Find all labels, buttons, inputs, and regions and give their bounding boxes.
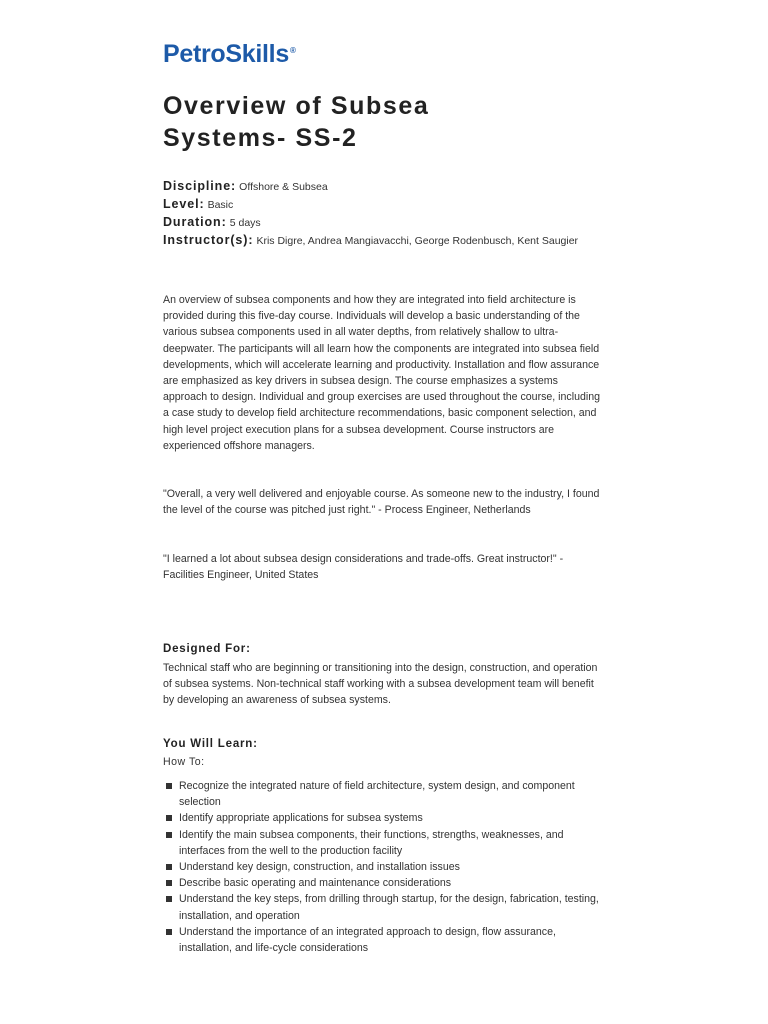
designed-for-text: Technical staff who are beginning or transitioning into the design, construction, and operation of subsea systems. Non-technical staff working with a subsea development team will benefit by developing an awareness of subsea systems. bbox=[163, 662, 598, 707]
level-label: Level: bbox=[163, 197, 205, 211]
discipline-value: Offshore & Subsea bbox=[239, 181, 328, 193]
discipline-label: Discipline: bbox=[163, 179, 237, 193]
petroskills-logo bbox=[163, 40, 296, 69]
designed-for-heading: Designed For: bbox=[163, 643, 251, 655]
list-item bbox=[163, 827, 603, 859]
bullet-icon bbox=[166, 929, 172, 935]
list-item bbox=[163, 859, 603, 875]
logo-text: PetroSkills bbox=[163, 40, 289, 68]
testimonial-2: "I learned a lot about subsea design considerations and trade-offs. Great instructor!" - Facilities Engineer, United States bbox=[163, 553, 564, 582]
list-item-text: Identify appropriate applications for subsea systems bbox=[179, 812, 423, 825]
list-item-text: Understand the key steps, from drilling through startup, for the design, fabrication, testing, installation, and operation bbox=[179, 893, 599, 922]
course-title bbox=[163, 90, 603, 154]
registered-mark: ® bbox=[289, 45, 296, 55]
list-item-text: Understand key design, construction, and installation issues bbox=[179, 861, 460, 874]
bullet-icon bbox=[166, 815, 172, 821]
bullet-icon bbox=[166, 880, 172, 886]
level-value: Basic bbox=[207, 199, 234, 211]
instructors-label: Instructor(s): bbox=[163, 233, 254, 247]
list-item bbox=[163, 778, 603, 810]
how-to-label: How To: bbox=[163, 756, 205, 768]
testimonial-1: "Overall, a very well delivered and enjoyable course. As someone new to the industry, I found the level of the course was pitched just right." - Process Engineer, Netherlands bbox=[163, 488, 600, 517]
instructors-value: Kris Digre, Andrea Mangiavacchi, George Rodenbusch, Kent Saugier bbox=[256, 235, 579, 247]
discipline-row bbox=[163, 178, 583, 196]
duration-value: 5 days bbox=[229, 217, 261, 229]
course-title-line-1: Overview of Subsea bbox=[163, 92, 430, 120]
duration-row bbox=[163, 214, 583, 232]
list-item-text: Understand the importance of an integrated approach to design, flow assurance, installation, and life-cycle considerations bbox=[179, 925, 556, 955]
bullet-icon bbox=[166, 783, 172, 789]
list-item bbox=[163, 810, 603, 826]
learning-objectives-list bbox=[163, 778, 603, 956]
list-item-text: Describe basic operating and maintenance considerations bbox=[179, 877, 452, 890]
list-item bbox=[163, 891, 603, 923]
you-will-learn-heading: You Will Learn: bbox=[163, 738, 258, 750]
bullet-icon bbox=[166, 896, 172, 902]
list-item bbox=[163, 875, 603, 891]
instructors-row bbox=[163, 232, 583, 250]
bullet-icon bbox=[166, 832, 172, 838]
course-title-line-2: Systems- SS-2 bbox=[163, 124, 358, 152]
level-row bbox=[163, 196, 583, 214]
list-item-text: Recognize the integrated nature of field architecture, system design, and component selection bbox=[179, 780, 575, 809]
list-item bbox=[163, 924, 603, 956]
course-meta bbox=[163, 178, 583, 250]
bullet-icon bbox=[166, 864, 172, 870]
list-item-text: Identify the main subsea components, their functions, strengths, weaknesses, and interfaces from the well to the production facility bbox=[179, 828, 564, 857]
course-description: An overview of subsea components and how they are integrated into field architecture is provided during this five-day course. Individuals will develop a basic understanding of the various subsea components used in all water depths, from relatively shallow to ultra-deepwater. The participants will all learn how the components are integrated into subsea field developments, which will accelerate learning and productivity. Installation and flow assurance are emphasized as key drivers in subsea design. The course emphasizes a systems approach to design. Individual and group exercises are used throughout the course, including a case study to develop field architecture recommendations, basic component selection, and high level project execution plans for a subsea development. Course instructors are experienced offshore managers. bbox=[163, 294, 600, 452]
duration-label: Duration: bbox=[163, 215, 227, 229]
